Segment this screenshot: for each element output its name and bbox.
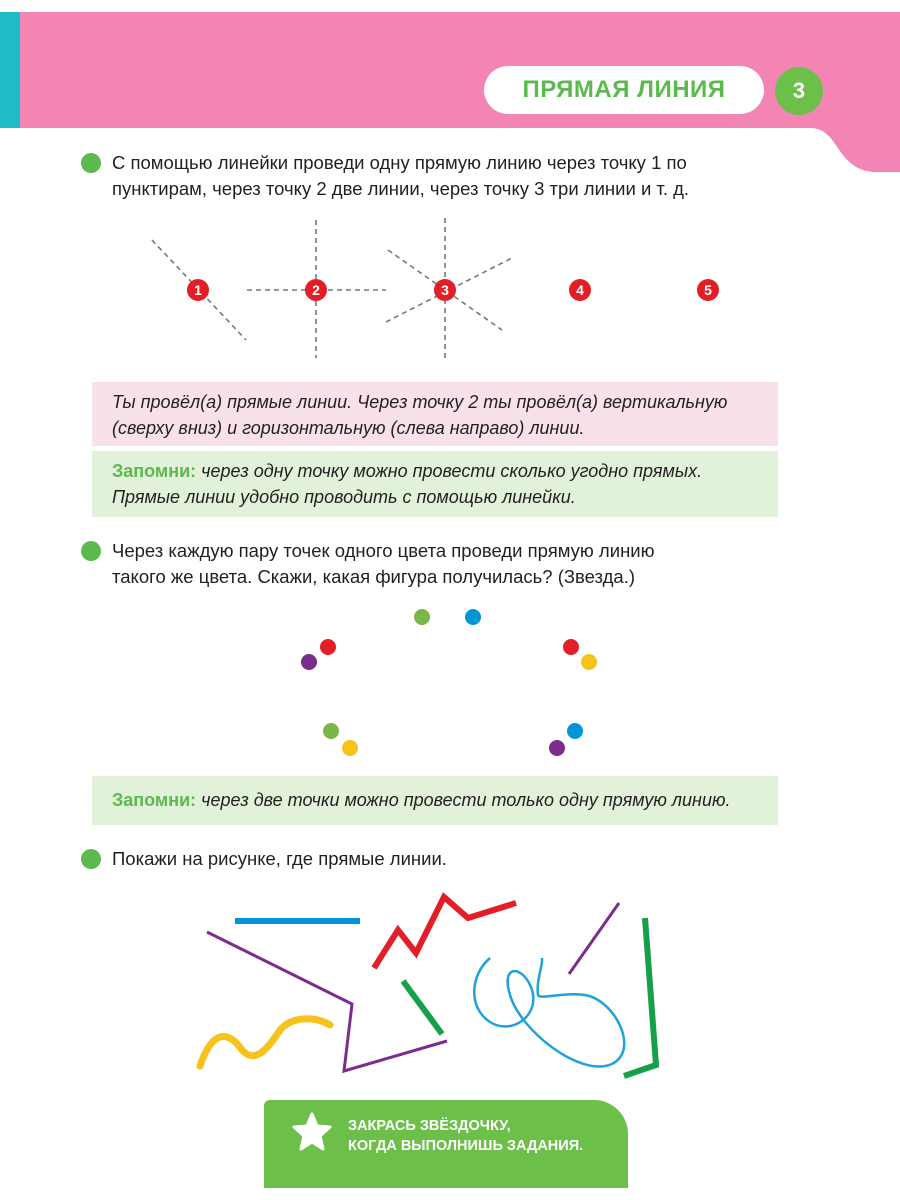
title-tab	[484, 66, 764, 114]
lines-figure	[0, 885, 900, 1085]
dot-purple-bottom	[549, 740, 565, 756]
purple-straight-line	[569, 903, 619, 974]
point-4-label: 4	[576, 282, 584, 298]
dot-yellow-bottom	[342, 740, 358, 756]
task1-line2: пунктирам, через точку 2 две линии, через точку 3 три линии и т. д.	[112, 178, 690, 199]
task3-line1: Покажи на рисунке, где прямые линии.	[112, 848, 447, 869]
yellow-wavy-line	[200, 1019, 330, 1066]
dots-lines-figure	[0, 210, 900, 370]
teal-strip	[0, 12, 20, 128]
remember-2-text	[112, 787, 731, 813]
dot-green-bottom	[323, 723, 339, 739]
remember-2-text-body: через две точки можно провести только одну прямую линию.	[196, 790, 731, 810]
info-note-line2: (сверху вниз) и горизонтальную (слева направо) линии.	[112, 418, 585, 438]
footer-line1: ЗАКРАСЬ ЗВЁЗДОЧКУ,	[348, 1118, 511, 1134]
point-5-label: 5	[704, 282, 712, 298]
dot-red-left	[320, 639, 336, 655]
task2-text	[112, 538, 655, 590]
point-3-label: 3	[441, 282, 449, 298]
dot-blue-bottom	[567, 723, 583, 739]
dot-red-right	[563, 639, 579, 655]
task1-line1: С помощью линейки проведи одну прямую линию через точку 1 по	[112, 152, 687, 173]
bullet-task1	[81, 153, 101, 173]
star-dots-figure	[0, 600, 900, 760]
red-zigzag-line	[374, 897, 516, 968]
star-icon[interactable]	[292, 1112, 332, 1152]
info-note-line1: Ты провёл(а) прямые линии. Через точку 2 ты провёл(а) вертикальную	[112, 392, 728, 412]
dot-yellow-right	[581, 654, 597, 670]
green-straight-line-short	[403, 981, 442, 1034]
page-number-badge: 3	[775, 67, 823, 115]
dot-purple-left	[301, 654, 317, 670]
remember-1-text	[112, 458, 702, 510]
dot-blue-top	[465, 609, 481, 625]
blue-curly-line	[474, 958, 624, 1066]
bullet-task3	[81, 849, 101, 869]
footer-box	[264, 1100, 628, 1188]
footer-text	[348, 1116, 583, 1156]
point-1-label: 1	[194, 282, 202, 298]
remember-1-label: Запомни:	[112, 461, 197, 481]
remember-1-line2: Прямые линии удобно проводить с помощью линейки.	[112, 487, 576, 507]
task2-line2: такого же цвета. Скажи, какая фигура получилась? (Звезда.)	[112, 566, 635, 587]
task3-text	[112, 846, 447, 872]
remember-2-label: Запомни:	[112, 790, 197, 810]
info-note-text	[112, 389, 727, 441]
remember-1-line1: через одну точку можно провести сколько угодно прямых.	[196, 461, 703, 481]
footer-line2: КОГДА ВЫПОЛНИШЬ ЗАДАНИЯ.	[348, 1138, 584, 1154]
point-2-label: 2	[312, 282, 320, 298]
bullet-task2	[81, 541, 101, 561]
page-title: ПРЯМАЯ ЛИНИЯ	[522, 76, 726, 103]
task2-line1: Через каждую пару точек одного цвета проведи прямую линию	[112, 540, 655, 561]
green-corner-line	[624, 918, 656, 1076]
task1-text	[112, 150, 689, 202]
dot-green-top	[414, 609, 430, 625]
